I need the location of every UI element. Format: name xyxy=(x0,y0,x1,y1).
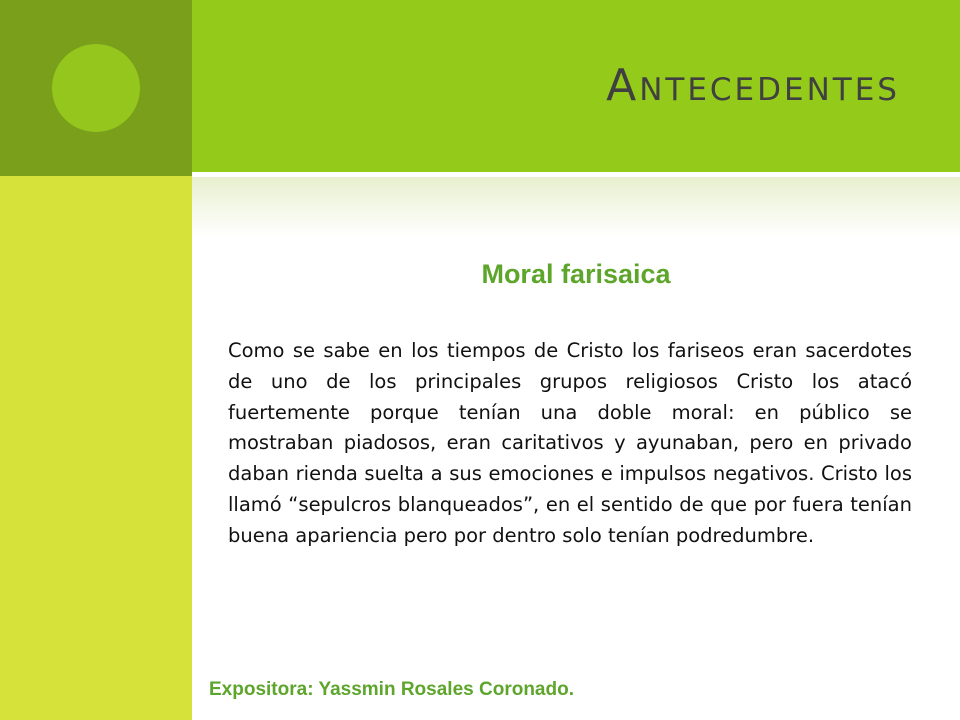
header-gradient xyxy=(192,177,960,237)
decorative-circle xyxy=(52,44,140,132)
body-paragraph: Como se sabe en los tiempos de Cristo los fariseos eran sacerdotes de uno de los principales grupos religiosos Cristo los atacó fuertemente porque tenían una doble moral: en público se mostraban piadosos, eran caritativos y ayunaban, pero en privado daban rienda suelta a sus emociones e impulsos negativos. Cristo los llamó “sepulcros blanqueados”, en el sentido de que por fuera tenían buena apariencia pero por dentro solo tenían podredumbre. xyxy=(228,339,912,547)
left-accent-bar xyxy=(0,176,192,720)
presenter-credit: Expositora: Yassmin Rosales Coronado. xyxy=(209,679,574,700)
slide-subtitle: Moral farisaica xyxy=(481,259,671,289)
slide-title: Antecedentes xyxy=(606,60,900,111)
corner-block xyxy=(0,0,192,176)
